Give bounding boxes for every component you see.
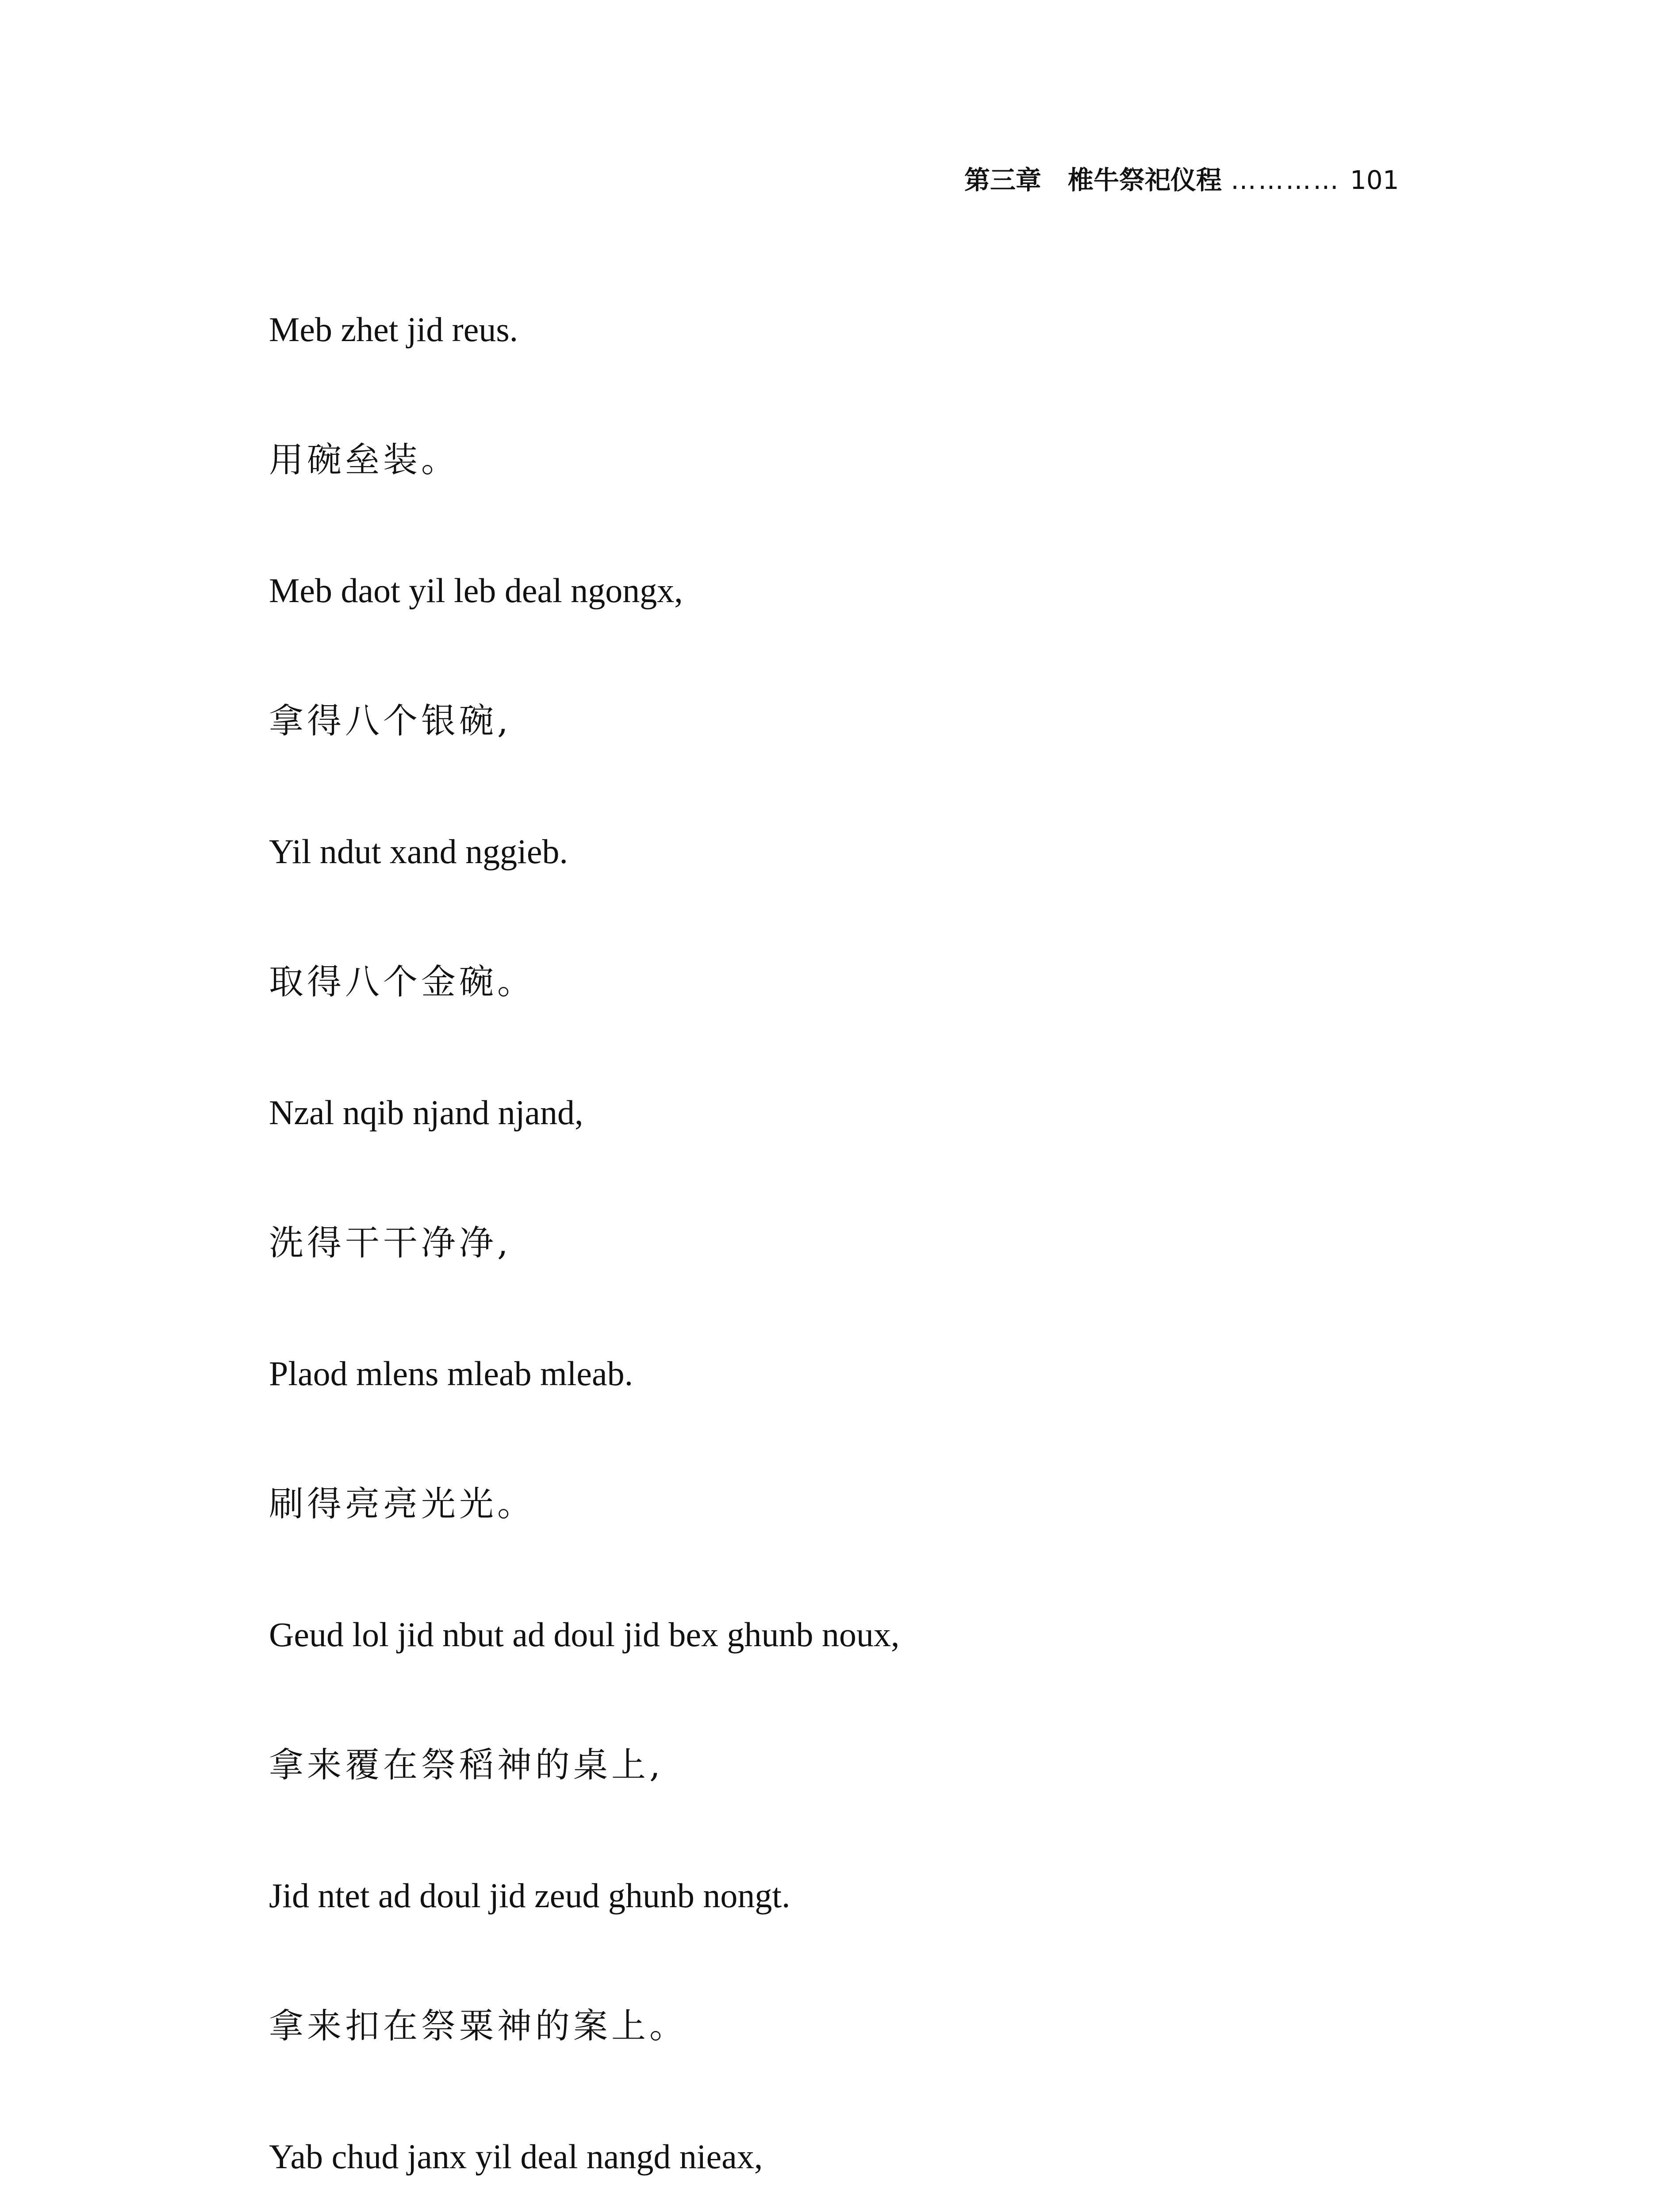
chinese-line: 拿来扣在祭粟神的案上。 — [269, 2006, 688, 2046]
miao-line: Meb daot yil leb deal ngongx, — [269, 571, 683, 610]
chinese-line: 拿来覆在祭稻神的桌上, — [269, 1745, 664, 1785]
chinese-line: 取得八个金碗。 — [269, 962, 536, 1002]
chinese-line: 用碗垒装。 — [269, 440, 460, 480]
miao-line: Plaod mlens mleab mleab. — [269, 1354, 633, 1393]
stanza-1 — [269, 310, 1508, 2212]
running-header — [964, 160, 1438, 200]
miao-line: Yil ndut xand nggieb. — [269, 832, 568, 871]
page-number: 101 — [1350, 165, 1399, 195]
chinese-line: 洗得干干净净, — [269, 1223, 512, 1263]
chinese-line: 刷得亮亮光光。 — [269, 1484, 536, 1524]
miao-line: Nzal nqib njand njand, — [269, 1093, 583, 1132]
miao-line: Yab chud janx yil deal nangd nieax, — [269, 2137, 763, 2176]
verse-body — [269, 310, 1508, 2212]
leader-dots: ………… — [1231, 165, 1341, 195]
chinese-line: 拿得八个银碗, — [269, 701, 512, 741]
section-title: 椎牛祭祀仪程 — [1068, 165, 1222, 195]
chapter-label: 第三章 — [964, 165, 1042, 195]
miao-line: Geud lol jid nbut ad doul jid bex ghunb noux, — [269, 1615, 900, 1654]
miao-line: Meb zhet jid reus. — [269, 310, 518, 349]
miao-line: Jid ntet ad doul jid zeud ghunb nongt. — [269, 1876, 790, 1915]
